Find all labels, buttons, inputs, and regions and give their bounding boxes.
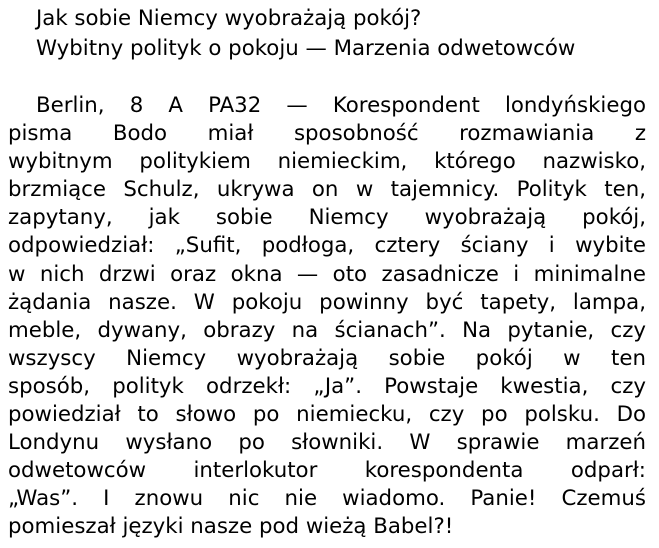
- body-line: pisma Bodo miał sposobność rozmawiania z: [8, 121, 646, 147]
- article-body: [8, 92, 646, 542]
- body-line: sposób, polityk odrzekł: „Ja”. Powstaje kwestia, czy: [8, 373, 646, 399]
- headline-primary: Jak sobie Niemcy wyobrażają pokój?: [36, 6, 422, 31]
- body-line: brzmiące Schulz, ukrywa on w tajemnicy. Polityk ten,: [8, 177, 646, 203]
- body-line: wszyscy Niemcy wyobrażają sobie pokój w ten: [8, 345, 646, 371]
- body-line: w nich drzwi oraz okna — oto zasadnicze i minimalne: [8, 261, 646, 287]
- body-line: pomieszał języki nasze pod wieżą Babel?!: [8, 514, 454, 540]
- body-line: wybitnym politykiem niemieckim, którego nazwisko,: [8, 149, 646, 175]
- headline-secondary: Wybitny polityk o pokoju — Marzenia odwetowców: [36, 36, 576, 61]
- body-line: zapytany, jak sobie Niemcy wyobrażają pokój,: [8, 205, 646, 231]
- body-line: odwetowców interlokutor korespondenta odparł:: [8, 458, 646, 484]
- body-line: Londynu wysłano po słowniki. W sprawie marzeń: [8, 430, 646, 456]
- body-line: powiedział to słowo po niemiecku, czy po polsku. Do: [8, 402, 646, 428]
- body-line: meble, dywany, obrazy na ścianach”. Na pytanie, czy: [8, 317, 646, 343]
- body-line: odpowiedział: „Sufit, podłoga, cztery ściany i wybite: [8, 233, 646, 259]
- body-line: „Was”. I znowu nic nie wiadomo. Panie! Czemuś: [8, 486, 646, 512]
- body-line: Berlin, 8 A PA32 — Korespondent londyńskiego: [36, 93, 646, 118]
- body-line: żądania nasze. W pokoju powinny być tapety, lampa,: [8, 289, 646, 315]
